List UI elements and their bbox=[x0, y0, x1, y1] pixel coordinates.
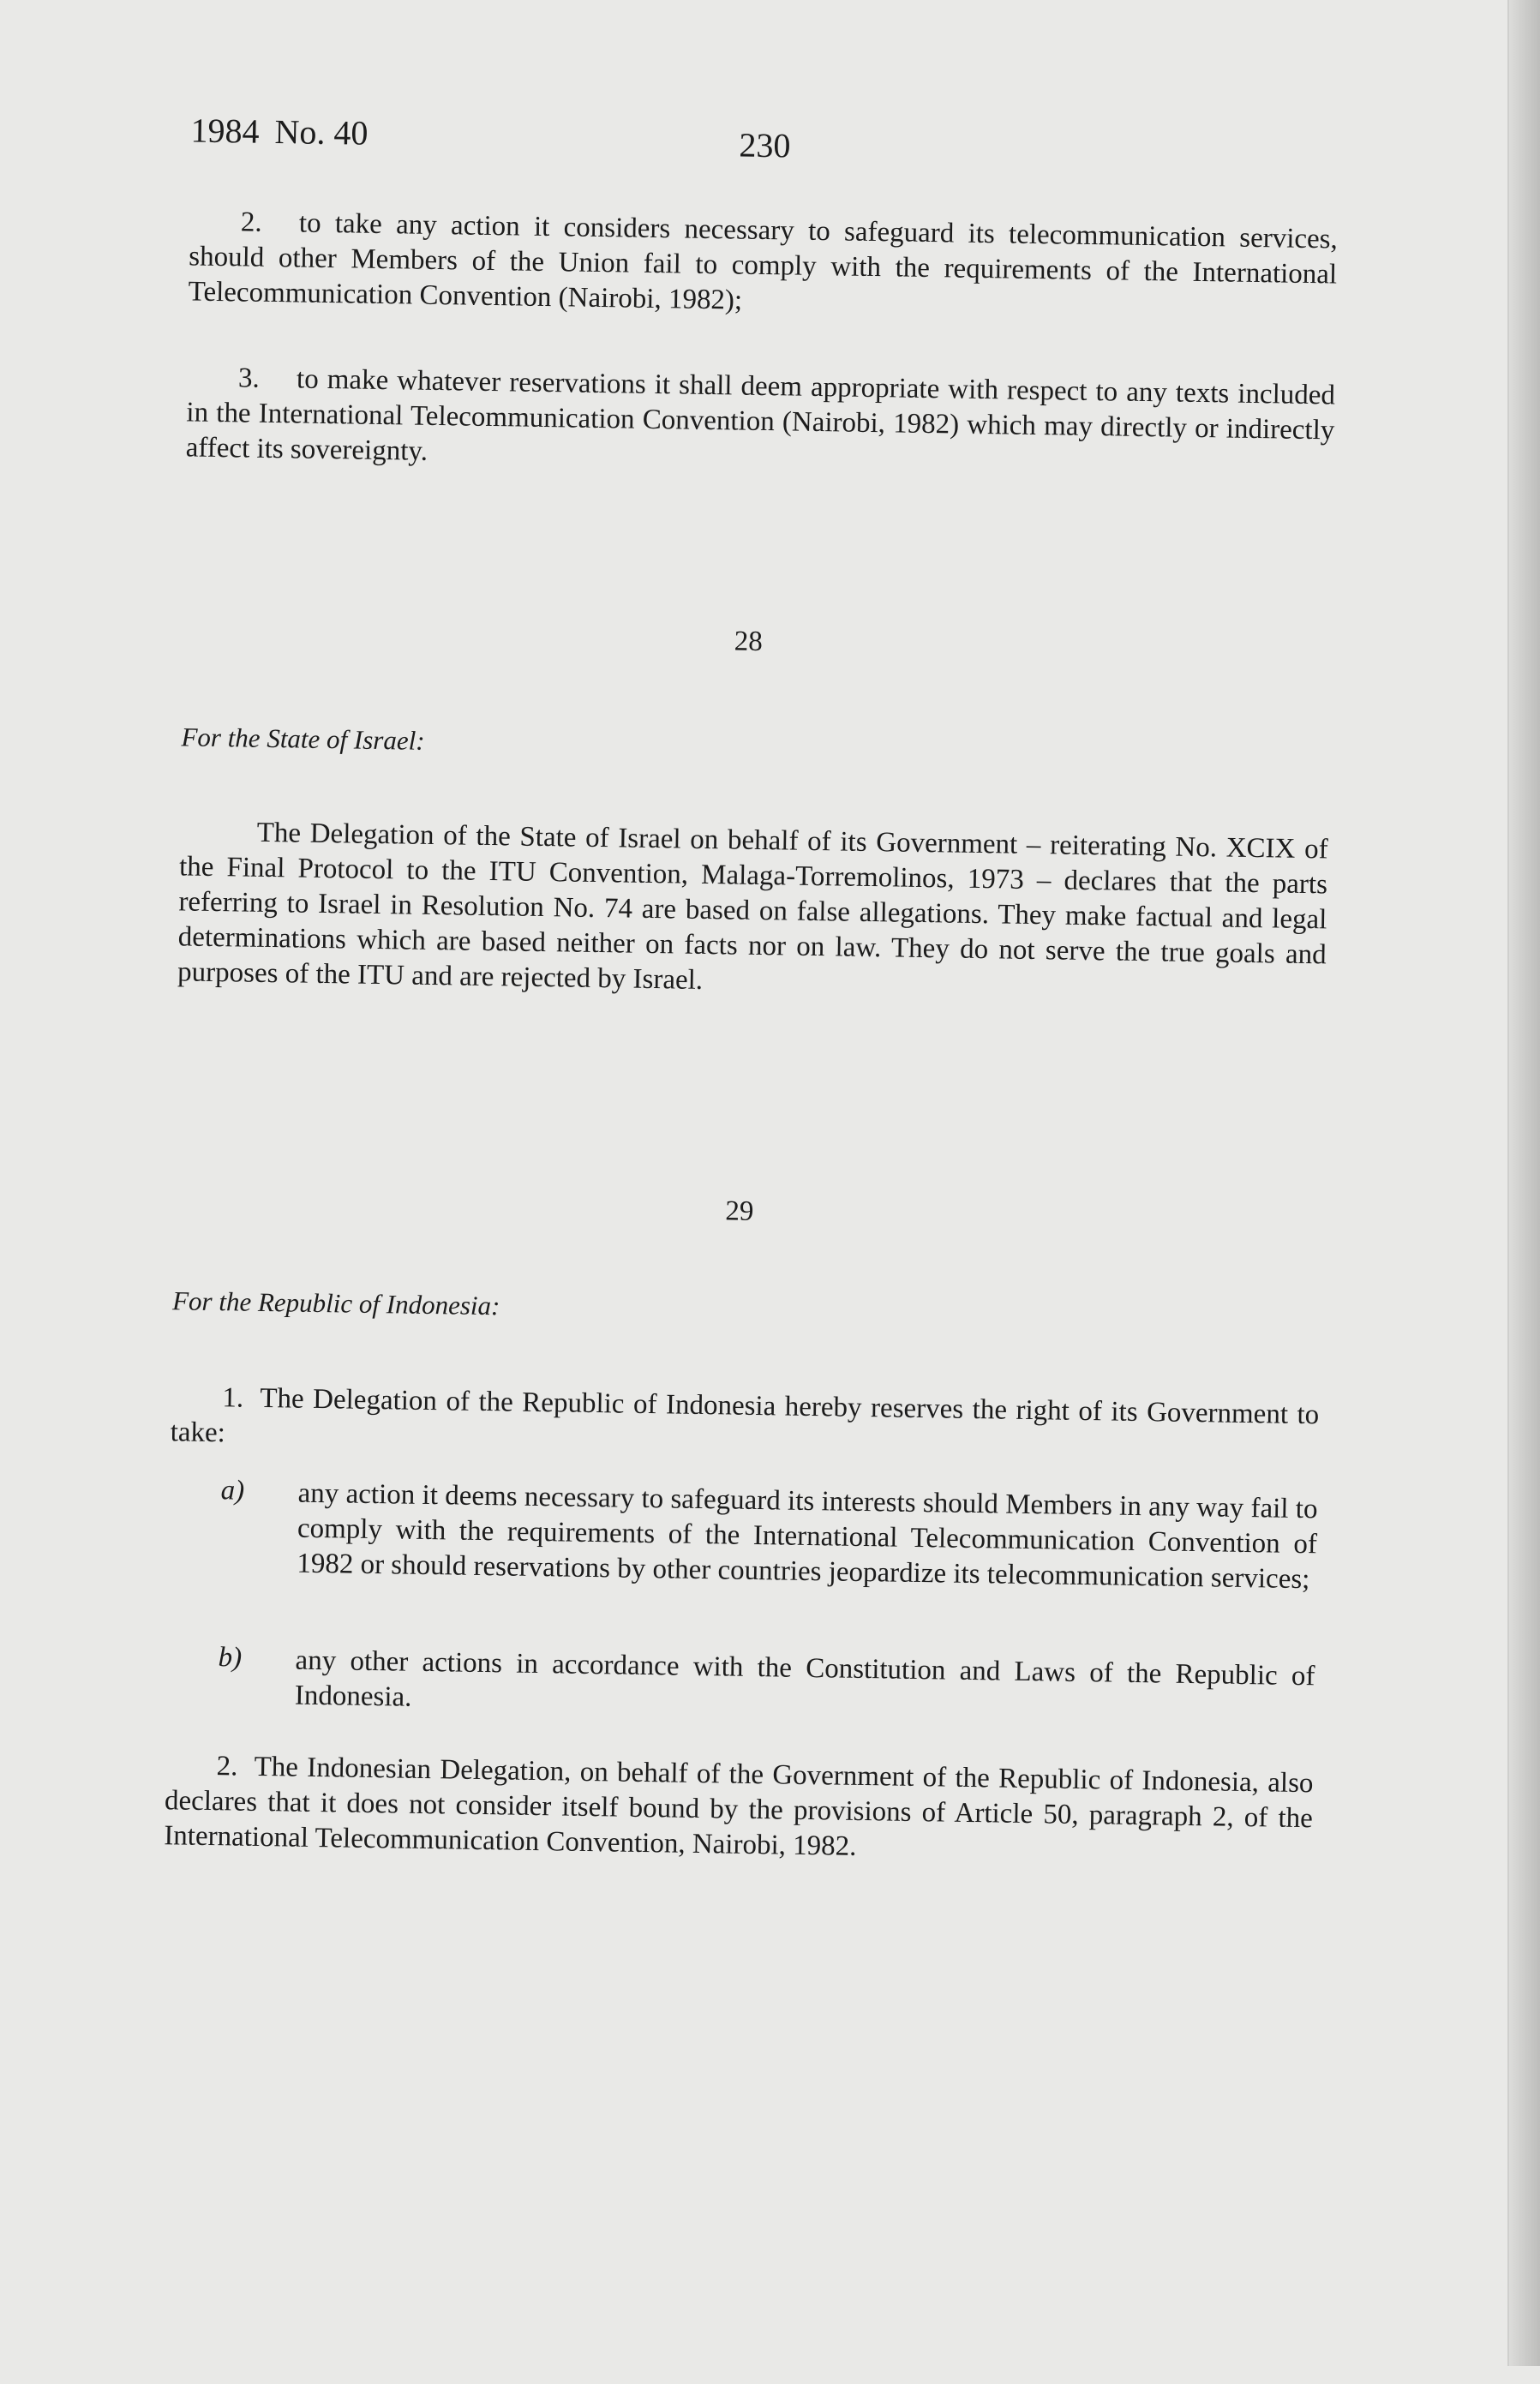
paragraph-item-2 bbox=[188, 204, 1338, 327]
sub-item-letter: b) bbox=[218, 1642, 243, 1674]
sub-item-b: any other actions in accordance with the Constitution and Laws of the Republic of Indonesia. bbox=[294, 1644, 1315, 1713]
item-number: 3. bbox=[237, 362, 261, 394]
section-heading: For the State of Israel: bbox=[181, 722, 425, 756]
item-text: to take any action it considers necessary to safeguard its telecommunication services, should other Members of the Union fail to comply with the requirements of the International Telecommunication Convention (Nairobi, 1982); bbox=[188, 207, 1339, 316]
item-number: 2. bbox=[216, 1751, 238, 1782]
year: 1984 bbox=[190, 111, 260, 151]
item-text: The Indonesian Delegation, on behalf of the Government of the Republic of Indonesia, also declares that it does not consider itself bound by the provisions of Article 50, paragraph 2, of the International Telecommunication Convention, Nairobi, 1982. bbox=[164, 1751, 1314, 1862]
section-number: 29 bbox=[725, 1195, 754, 1227]
item-number: 2. bbox=[240, 207, 262, 238]
page-number: 230 bbox=[739, 125, 791, 165]
sub-item-letter: a) bbox=[220, 1475, 245, 1506]
section-number: 28 bbox=[734, 626, 764, 658]
indonesia-item-2 bbox=[164, 1748, 1314, 1872]
sub-item-a: any action it deems necessary to safeguard its interests should Members in any way fail to comply with the requirements of the International Telecommunication Convention of 1982 or should reservations by other countries jeopardize its telecommunication services; bbox=[297, 1477, 1318, 1596]
indonesia-item-1 bbox=[170, 1380, 1319, 1468]
item-text: to make whatever reservations it shall deem appropriate with respect to any texts included in the International Telecommunication Convention (Nairobi, 1982) which may directly or indirectly affect its sovereignty. bbox=[185, 363, 1336, 467]
document-number: No. 40 bbox=[274, 111, 369, 153]
document-page bbox=[130, 0, 1345, 2384]
document-reference bbox=[190, 110, 384, 153]
page-edge bbox=[1507, 0, 1540, 2366]
item-text: The Delegation of the Republic of Indonesia hereby reserves the right of its Government to take: bbox=[170, 1382, 1320, 1449]
israel-declaration: The Delegation of the State of Israel on behalf of its Government – reiterating No. XCIX of the Final Protocol to the ITU Convention, Malaga-Torremolinos, 1973 – declares that the parts referring to Israel in Resolution No. 74 are based on false allegations. They make factual and legal determinations which are based neither on facts nor on law. They do not serve the true goals and purposes of the ITU and are rejected by Israel. bbox=[177, 817, 1328, 996]
item-number: 1. bbox=[222, 1382, 244, 1414]
section-heading: For the Republic of Indonesia: bbox=[171, 1285, 500, 1321]
paragraph-item-3 bbox=[185, 360, 1335, 483]
